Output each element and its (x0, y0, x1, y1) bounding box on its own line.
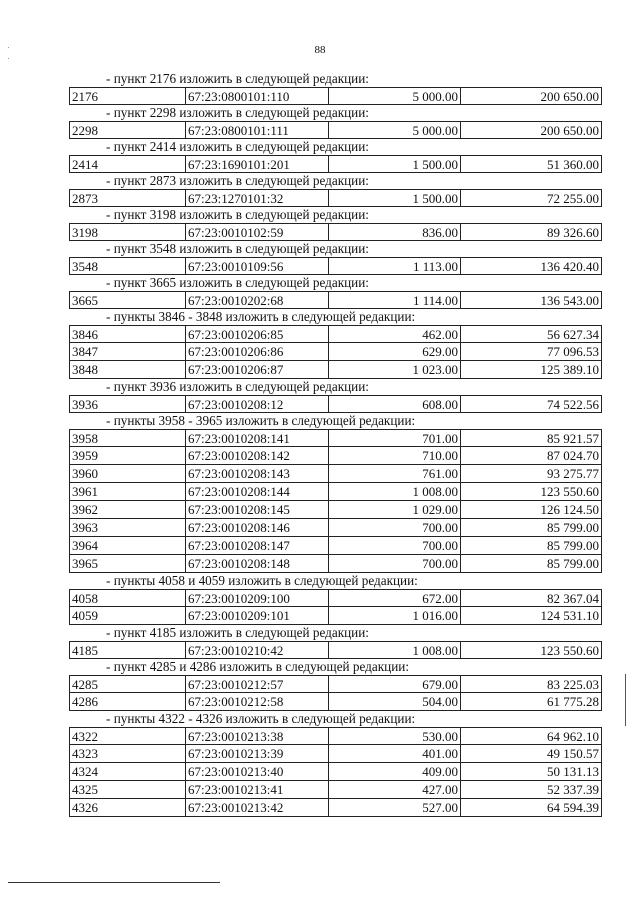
amendment-table (69, 223, 602, 241)
cadastral-number-cell: 67:23:0010206:86 (186, 343, 329, 361)
area-cell: 700.00 (329, 519, 461, 537)
amendment-table (69, 429, 602, 573)
cadastral-number-cell: 67:23:0010208:144 (186, 483, 329, 501)
amendment-table (69, 189, 602, 207)
item-number-cell: 3847 (69, 343, 186, 361)
table-row (69, 763, 602, 781)
table-row (69, 537, 602, 555)
table-row (69, 781, 602, 799)
cadastral-number-cell: 67:23:0010213:38 (186, 727, 329, 745)
section-heading: - пункт 4285 и 4286 изложить в следующей редакции: (106, 659, 409, 674)
value-cell: 51 360.00 (461, 155, 602, 173)
cadastral-number-cell: 67:23:0800101:110 (186, 87, 329, 105)
item-number-cell: 2414 (69, 155, 186, 173)
amendment-table (69, 291, 602, 309)
item-number-cell: 3964 (69, 537, 186, 555)
area-cell: 700.00 (329, 537, 461, 555)
area-cell: 761.00 (329, 465, 461, 483)
area-cell: 700.00 (329, 555, 461, 573)
value-cell: 82 367.04 (461, 589, 602, 607)
amendment-table (69, 395, 602, 413)
value-cell: 74 522.56 (461, 395, 602, 413)
section-heading: - пункты 3958 - 3965 изложить в следующей редакции: (106, 413, 416, 428)
item-number-cell: 4286 (69, 693, 186, 711)
area-cell: 462.00 (329, 325, 461, 343)
cadastral-number-cell: 67:23:0010209:100 (186, 589, 329, 607)
amendment-table (69, 257, 602, 275)
value-cell: 49 150.57 (461, 745, 602, 763)
area-cell: 679.00 (329, 675, 461, 693)
area-cell: 5 000.00 (329, 87, 461, 105)
table-row (69, 483, 602, 501)
cadastral-number-cell: 67:23:0010208:142 (186, 447, 329, 465)
cadastral-number-cell: 67:23:1270101:32 (186, 189, 329, 207)
cadastral-number-cell: 67:23:0010206:87 (186, 361, 329, 379)
cadastral-number-cell: 67:23:0010209:101 (186, 607, 329, 625)
value-cell: 136 420.40 (461, 257, 602, 275)
item-number-cell: 4059 (69, 607, 186, 625)
scan-speck (8, 58, 9, 59)
area-cell: 1 114.00 (329, 291, 461, 309)
item-number-cell: 3198 (69, 223, 186, 241)
area-cell: 608.00 (329, 395, 461, 413)
item-number-cell: 3846 (69, 325, 186, 343)
item-number-cell: 3962 (69, 501, 186, 519)
amendment-table (69, 641, 602, 659)
table-row (69, 257, 602, 275)
value-cell: 77 096.53 (461, 343, 602, 361)
item-number-cell: 2298 (69, 121, 186, 139)
value-cell: 85 799.00 (461, 555, 602, 573)
item-number-cell: 3963 (69, 519, 186, 537)
cadastral-number-cell: 67:23:0010213:40 (186, 763, 329, 781)
value-cell: 200 650.00 (461, 87, 602, 105)
section-heading: - пункт 3936 изложить в следующей редакции: (106, 379, 369, 394)
value-cell: 52 337.39 (461, 781, 602, 799)
table-row (69, 121, 602, 139)
area-cell: 1 500.00 (329, 189, 461, 207)
value-cell: 85 799.00 (461, 537, 602, 555)
area-cell: 530.00 (329, 727, 461, 745)
value-cell: 85 921.57 (461, 429, 602, 447)
item-number-cell: 4326 (69, 799, 186, 817)
area-cell: 629.00 (329, 343, 461, 361)
table-row (69, 395, 602, 413)
cadastral-number-cell: 67:23:0010208:147 (186, 537, 329, 555)
area-cell: 409.00 (329, 763, 461, 781)
value-cell: 200 650.00 (461, 121, 602, 139)
section-heading: - пункт 3198 изложить в следующей редакции: (106, 207, 369, 222)
value-cell: 56 627.34 (461, 325, 602, 343)
cadastral-number-cell: 67:23:0010213:41 (186, 781, 329, 799)
cadastral-number-cell: 67:23:0010208:145 (186, 501, 329, 519)
item-number-cell: 4285 (69, 675, 186, 693)
section-heading: - пункт 2298 изложить в следующей редакции: (106, 105, 369, 120)
table-row (69, 325, 602, 343)
table-row (69, 501, 602, 519)
item-number-cell: 2873 (69, 189, 186, 207)
value-cell: 123 550.60 (461, 641, 602, 659)
item-number-cell: 3936 (69, 395, 186, 413)
value-cell: 123 550.60 (461, 483, 602, 501)
value-cell: 72 255.00 (461, 189, 602, 207)
area-cell: 527.00 (329, 799, 461, 817)
section-heading: - пункт 3665 изложить в следующей редакции: (106, 275, 369, 290)
item-number-cell: 3965 (69, 555, 186, 573)
amendment-table (69, 325, 602, 379)
cadastral-number-cell: 67:23:0010206:85 (186, 325, 329, 343)
amendments-list (69, 71, 602, 817)
section-heading: - пункт 2873 изложить в следующей редакции: (106, 173, 369, 188)
area-cell: 1 023.00 (329, 361, 461, 379)
page-number: 88 (314, 44, 326, 56)
table-row (69, 727, 602, 745)
cadastral-number-cell: 67:23:0010208:141 (186, 429, 329, 447)
value-cell: 136 543.00 (461, 291, 602, 309)
value-cell: 124 531.10 (461, 607, 602, 625)
table-row (69, 155, 602, 173)
table-row (69, 223, 602, 241)
value-cell: 89 326.60 (461, 223, 602, 241)
item-number-cell: 3959 (69, 447, 186, 465)
area-cell: 1 029.00 (329, 501, 461, 519)
table-row (69, 465, 602, 483)
item-number-cell: 4185 (69, 641, 186, 659)
table-row (69, 361, 602, 379)
item-number-cell: 4323 (69, 745, 186, 763)
table-row (69, 641, 602, 659)
area-cell: 504.00 (329, 693, 461, 711)
amendment-table (69, 121, 602, 139)
table-row (69, 745, 602, 763)
area-cell: 1 113.00 (329, 257, 461, 275)
section-heading: - пункт 2176 изложить в следующей редакции: (106, 71, 369, 86)
item-number-cell: 4324 (69, 763, 186, 781)
amendment-table (69, 727, 602, 817)
item-number-cell: 3961 (69, 483, 186, 501)
cadastral-number-cell: 67:23:0010208:146 (186, 519, 329, 537)
amendment-table (69, 87, 602, 105)
area-cell: 401.00 (329, 745, 461, 763)
cadastral-number-cell: 67:23:0010102:59 (186, 223, 329, 241)
value-cell: 50 131.13 (461, 763, 602, 781)
cadastral-number-cell: 67:23:0010212:58 (186, 693, 329, 711)
cadastral-number-cell: 67:23:0800101:111 (186, 121, 329, 139)
amendment-table (69, 589, 602, 625)
section-heading: - пункты 4058 и 4059 изложить в следующей редакции: (106, 573, 418, 588)
value-cell: 126 124.50 (461, 501, 602, 519)
amendment-table (69, 155, 602, 173)
table-row (69, 607, 602, 625)
table-row (69, 189, 602, 207)
item-number-cell: 2176 (69, 87, 186, 105)
area-cell: 1 008.00 (329, 641, 461, 659)
cadastral-number-cell: 67:23:0010208:148 (186, 555, 329, 573)
area-cell: 427.00 (329, 781, 461, 799)
value-cell: 64 594.39 (461, 799, 602, 817)
area-cell: 1 500.00 (329, 155, 461, 173)
cadastral-number-cell: 67:23:0010212:57 (186, 675, 329, 693)
table-row (69, 799, 602, 817)
amendment-table (69, 675, 602, 711)
cadastral-number-cell: 67:23:0010210:42 (186, 641, 329, 659)
item-number-cell: 4325 (69, 781, 186, 799)
table-row (69, 589, 602, 607)
item-number-cell: 3665 (69, 291, 186, 309)
table-row (69, 693, 602, 711)
footnote-rule (8, 882, 220, 883)
section-heading: - пункты 4322 - 4326 изложить в следующей редакции: (106, 711, 416, 726)
item-number-cell: 4058 (69, 589, 186, 607)
table-row (69, 675, 602, 693)
section-heading: - пункты 3846 - 3848 изложить в следующей редакции: (106, 309, 416, 324)
area-cell: 836.00 (329, 223, 461, 241)
table-row (69, 555, 602, 573)
scan-speck (8, 47, 9, 48)
table-row (69, 447, 602, 465)
area-cell: 701.00 (329, 429, 461, 447)
cadastral-number-cell: 67:23:0010213:39 (186, 745, 329, 763)
area-cell: 1 016.00 (329, 607, 461, 625)
table-row (69, 429, 602, 447)
area-cell: 5 000.00 (329, 121, 461, 139)
table-row (69, 519, 602, 537)
value-cell: 85 799.00 (461, 519, 602, 537)
item-number-cell: 3848 (69, 361, 186, 379)
table-row (69, 87, 602, 105)
item-number-cell: 3960 (69, 465, 186, 483)
cadastral-number-cell: 67:23:1690101:201 (186, 155, 329, 173)
value-cell: 93 275.77 (461, 465, 602, 483)
margin-mark (625, 674, 626, 726)
section-heading: - пункт 2414 изложить в следующей редакции: (106, 139, 369, 154)
value-cell: 64 962.10 (461, 727, 602, 745)
cadastral-number-cell: 67:23:0010109:56 (186, 257, 329, 275)
item-number-cell: 3548 (69, 257, 186, 275)
cadastral-number-cell: 67:23:0010208:143 (186, 465, 329, 483)
area-cell: 710.00 (329, 447, 461, 465)
area-cell: 1 008.00 (329, 483, 461, 501)
table-row (69, 291, 602, 309)
value-cell: 125 389.10 (461, 361, 602, 379)
table-row (69, 343, 602, 361)
value-cell: 87 024.70 (461, 447, 602, 465)
section-heading: - пункт 3548 изложить в следующей редакции: (106, 241, 369, 256)
section-heading: - пункт 4185 изложить в следующей редакции: (106, 625, 369, 640)
cadastral-number-cell: 67:23:0010213:42 (186, 799, 329, 817)
item-number-cell: 3958 (69, 429, 186, 447)
value-cell: 61 775.28 (461, 693, 602, 711)
area-cell: 672.00 (329, 589, 461, 607)
cadastral-number-cell: 67:23:0010202:68 (186, 291, 329, 309)
cadastral-number-cell: 67:23:0010208:12 (186, 395, 329, 413)
item-number-cell: 4322 (69, 727, 186, 745)
value-cell: 83 225.03 (461, 675, 602, 693)
